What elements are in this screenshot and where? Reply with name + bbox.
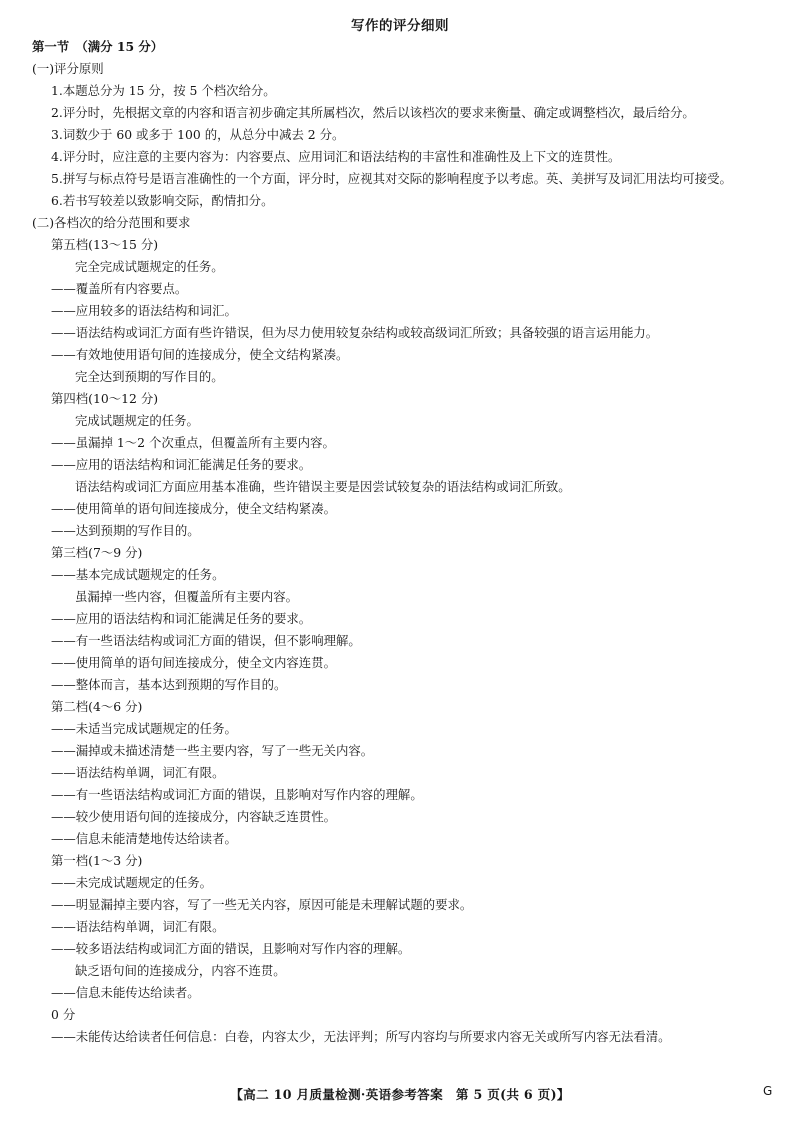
principles-heading: (一)评分原则 <box>32 61 104 76</box>
level-requirement: ——未完成试题规定的任务。 <box>51 875 213 890</box>
principle-item: 3.词数少于 60 或多于 100 的，从总分中减去 2 分。 <box>51 127 345 142</box>
level-requirement: ——较多语法结构或词汇方面的错误，且影响对写作内容的理解。 <box>51 941 411 956</box>
level-requirement: ——有效地使用语句间的连接成分，使全文结构紧凑。 <box>51 347 349 362</box>
level-requirement: ——应用的语法结构和词汇能满足任务的要求。 <box>51 611 312 626</box>
level-title: 第一档(1～3 分) <box>51 853 143 868</box>
level-requirement: ——有一些语法结构或词汇方面的错误，且影响对写作内容的理解。 <box>51 787 423 802</box>
level-requirement: ——漏掉或未描述清楚一些主要内容，写了一些无关内容。 <box>51 743 374 758</box>
page-footer: 【高二 10 月质量检测·英语参考答案 第 5 页(共 6 页)】 <box>230 1087 570 1102</box>
level-requirement: ——未能传达给读者任何信息：白卷，内容太少，无法评判；所写内容均与所要求内容无关或所写内容无法看清。 <box>51 1029 671 1044</box>
level-requirement: ——使用简单的语句间连接成分，使全文结构紧凑。 <box>51 501 336 516</box>
level-requirement: ——整体而言，基本达到预期的写作目的。 <box>51 677 287 692</box>
level-requirement: 缺乏语句间的连接成分，内容不连贯。 <box>75 963 286 978</box>
level-title: 第三档(7～9 分) <box>51 545 143 560</box>
principle-item: 5.拼写与标点符号是语言准确性的一个方面，评分时，应视其对交际的影响程度予以考虑。英、美拼写及词汇用法均可接受。 <box>51 171 732 186</box>
level-requirement: ——应用的语法结构和词汇能满足任务的要求。 <box>51 457 312 472</box>
level-requirement: ——未适当完成试题规定的任务。 <box>51 721 237 736</box>
level-requirement: ——有一些语法结构或词汇方面的错误，但不影响理解。 <box>51 633 361 648</box>
level-requirement: ——应用较多的语法结构和词汇。 <box>51 303 237 318</box>
level-requirement: ——虽漏掉 1～2 个次重点，但覆盖所有主要内容。 <box>51 435 335 450</box>
level-requirement: ——信息未能清楚地传达给读者。 <box>51 831 237 846</box>
level-requirement: ——信息未能传达给读者。 <box>51 985 200 1000</box>
level-title: 第五档(13～15 分) <box>51 237 159 252</box>
principle-item: 1.本题总分为 15 分，按 5 个档次给分。 <box>51 83 276 98</box>
level-requirement: ——明显漏掉主要内容，写了一些无关内容，原因可能是未理解试题的要求。 <box>51 897 473 912</box>
level-title: 0 分 <box>51 1007 76 1022</box>
level-requirement: 虽漏掉一些内容，但覆盖所有主要内容。 <box>75 589 299 604</box>
level-requirement: 完全完成试题规定的任务。 <box>75 259 224 274</box>
principle-item: 2.评分时，先根据文章的内容和语言初步确定其所属档次，然后以该档次的要求来衡量、确定或调整档次，最后给分。 <box>51 105 695 120</box>
section-heading: 第一节 （满分 15 分） <box>32 39 164 54</box>
principle-item: 6.若书写较差以致影响交际，酌情扣分。 <box>51 193 274 208</box>
page-title: 写作的评分细则 <box>351 18 449 34</box>
level-title: 第二档(4～6 分) <box>51 699 143 714</box>
level-title: 第四档(10～12 分) <box>51 391 159 406</box>
level-requirement: ——达到预期的写作目的。 <box>51 523 200 538</box>
version-mark: G <box>763 1084 773 1098</box>
principle-item: 4.评分时，应注意的主要内容为：内容要点、应用词汇和语法结构的丰富性和准确性及上下文的连贯性。 <box>51 149 621 164</box>
level-requirement: 完成试题规定的任务。 <box>75 413 199 428</box>
levels-heading: (二)各档次的给分范围和要求 <box>32 215 191 230</box>
level-requirement: ——语法结构单调，词汇有限。 <box>51 919 225 934</box>
level-requirement: 完全达到预期的写作目的。 <box>75 369 224 384</box>
level-requirement: ——覆盖所有内容要点。 <box>51 281 188 296</box>
level-requirement: ——基本完成试题规定的任务。 <box>51 567 225 582</box>
level-requirement: ——较少使用语句间的连接成分，内容缺乏连贯性。 <box>51 809 336 824</box>
level-requirement: 语法结构或词汇方面应用基本准确，些许错误主要是因尝试较复杂的语法结构或词汇所致。 <box>75 479 571 494</box>
level-requirement: ——语法结构或词汇方面有些许错误，但为尽力使用较复杂结构或较高级词汇所致；具备较强的语言运用能力。 <box>51 325 659 340</box>
level-requirement: ——使用简单的语句间连接成分，使全文内容连贯。 <box>51 655 336 670</box>
level-requirement: ——语法结构单调，词汇有限。 <box>51 765 225 780</box>
